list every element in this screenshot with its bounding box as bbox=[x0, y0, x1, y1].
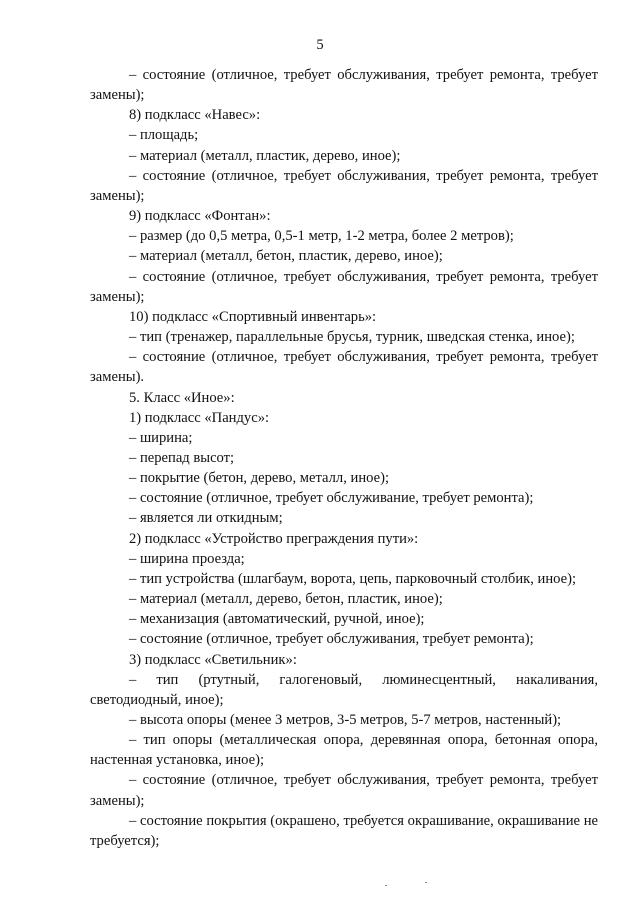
paragraph: – площадь; bbox=[129, 127, 199, 144]
paragraph: – является ли откидным; bbox=[129, 510, 283, 527]
paragraph: 9) подкласс «Фонтан»: bbox=[129, 208, 271, 225]
paragraph: 2) подкласс «Устройство преграждения пути»: bbox=[129, 530, 419, 547]
paragraph: – тип опоры (металлическая опора, деревянная опора, бетонная опора, настенная установка, иное); bbox=[90, 732, 598, 769]
paragraph: – состояние (отличное, требует обслуживания, требует ремонта); bbox=[129, 631, 534, 648]
paragraph: – покрытие (бетон, дерево, металл, иное); bbox=[129, 470, 390, 487]
paragraph: – ширина; bbox=[129, 429, 193, 446]
paragraph: – материал (металл, пластик, дерево, иное); bbox=[129, 147, 401, 164]
document-body bbox=[90, 65, 598, 851]
paragraph: – перепад высот; bbox=[129, 449, 235, 466]
paragraph: 1) подкласс «Пандус»: bbox=[129, 409, 270, 426]
paragraph: – размер (до 0,5 метра, 0,5-1 метр, 1-2 метра, более 2 метров); bbox=[129, 228, 514, 245]
paragraph: – механизация (автоматический, ручной, иное); bbox=[129, 611, 425, 628]
paragraph: – состояние (отличное, требует обслуживания, требует ремонта, требует замены); bbox=[90, 167, 598, 204]
paragraph: 3) подкласс «Светильник»: bbox=[129, 651, 297, 668]
paragraph: – тип (ртутный, галогеновый, люминесцентный, накаливания, светодиодный, иное); bbox=[90, 671, 598, 708]
paragraph: 5. Класс «Иное»: bbox=[129, 389, 235, 406]
scan-speck bbox=[425, 882, 427, 883]
paragraph: – материал (металл, бетон, пластик, дерево, иное); bbox=[129, 248, 443, 265]
paragraph: – тип устройства (шлагбаум, ворота, цепь, парковочный столбик, иное); bbox=[129, 570, 577, 587]
scan-speck bbox=[385, 885, 387, 886]
paragraph: – состояние (отличное, требует обслуживания, требует ремонта, требует замены); bbox=[90, 67, 598, 104]
paragraph: 8) подкласс «Навес»: bbox=[129, 107, 261, 124]
paragraph: – тип (тренажер, параллельные брусья, турник, шведская стенка, иное); bbox=[129, 329, 575, 346]
paragraph: – состояние (отличное, требует обслуживание, требует ремонта); bbox=[129, 490, 534, 507]
paragraph: 10) подкласс «Спортивный инвентарь»: bbox=[129, 308, 377, 325]
paragraph: – материал (металл, дерево, бетон, пластик, иное); bbox=[129, 591, 443, 608]
paragraph: – высота опоры (менее 3 метров, 3-5 метров, 5-7 метров, настенный); bbox=[129, 712, 562, 728]
paragraph: – ширина проезда; bbox=[129, 550, 245, 567]
page-number: 5 bbox=[316, 37, 324, 53]
paragraph: – состояние (отличное, требует обслуживания, требует ремонта, требует замены); bbox=[90, 772, 598, 809]
paragraph: – состояние покрытия (окрашено, требуется окрашивание, окрашивание не требуется); bbox=[90, 812, 598, 849]
paragraph: – состояние (отличное, требует обслуживания, требует ремонта, требует замены). bbox=[90, 349, 598, 386]
paragraph: – состояние (отличное, требует обслуживания, требует ремонта, требует замены); bbox=[90, 268, 598, 305]
